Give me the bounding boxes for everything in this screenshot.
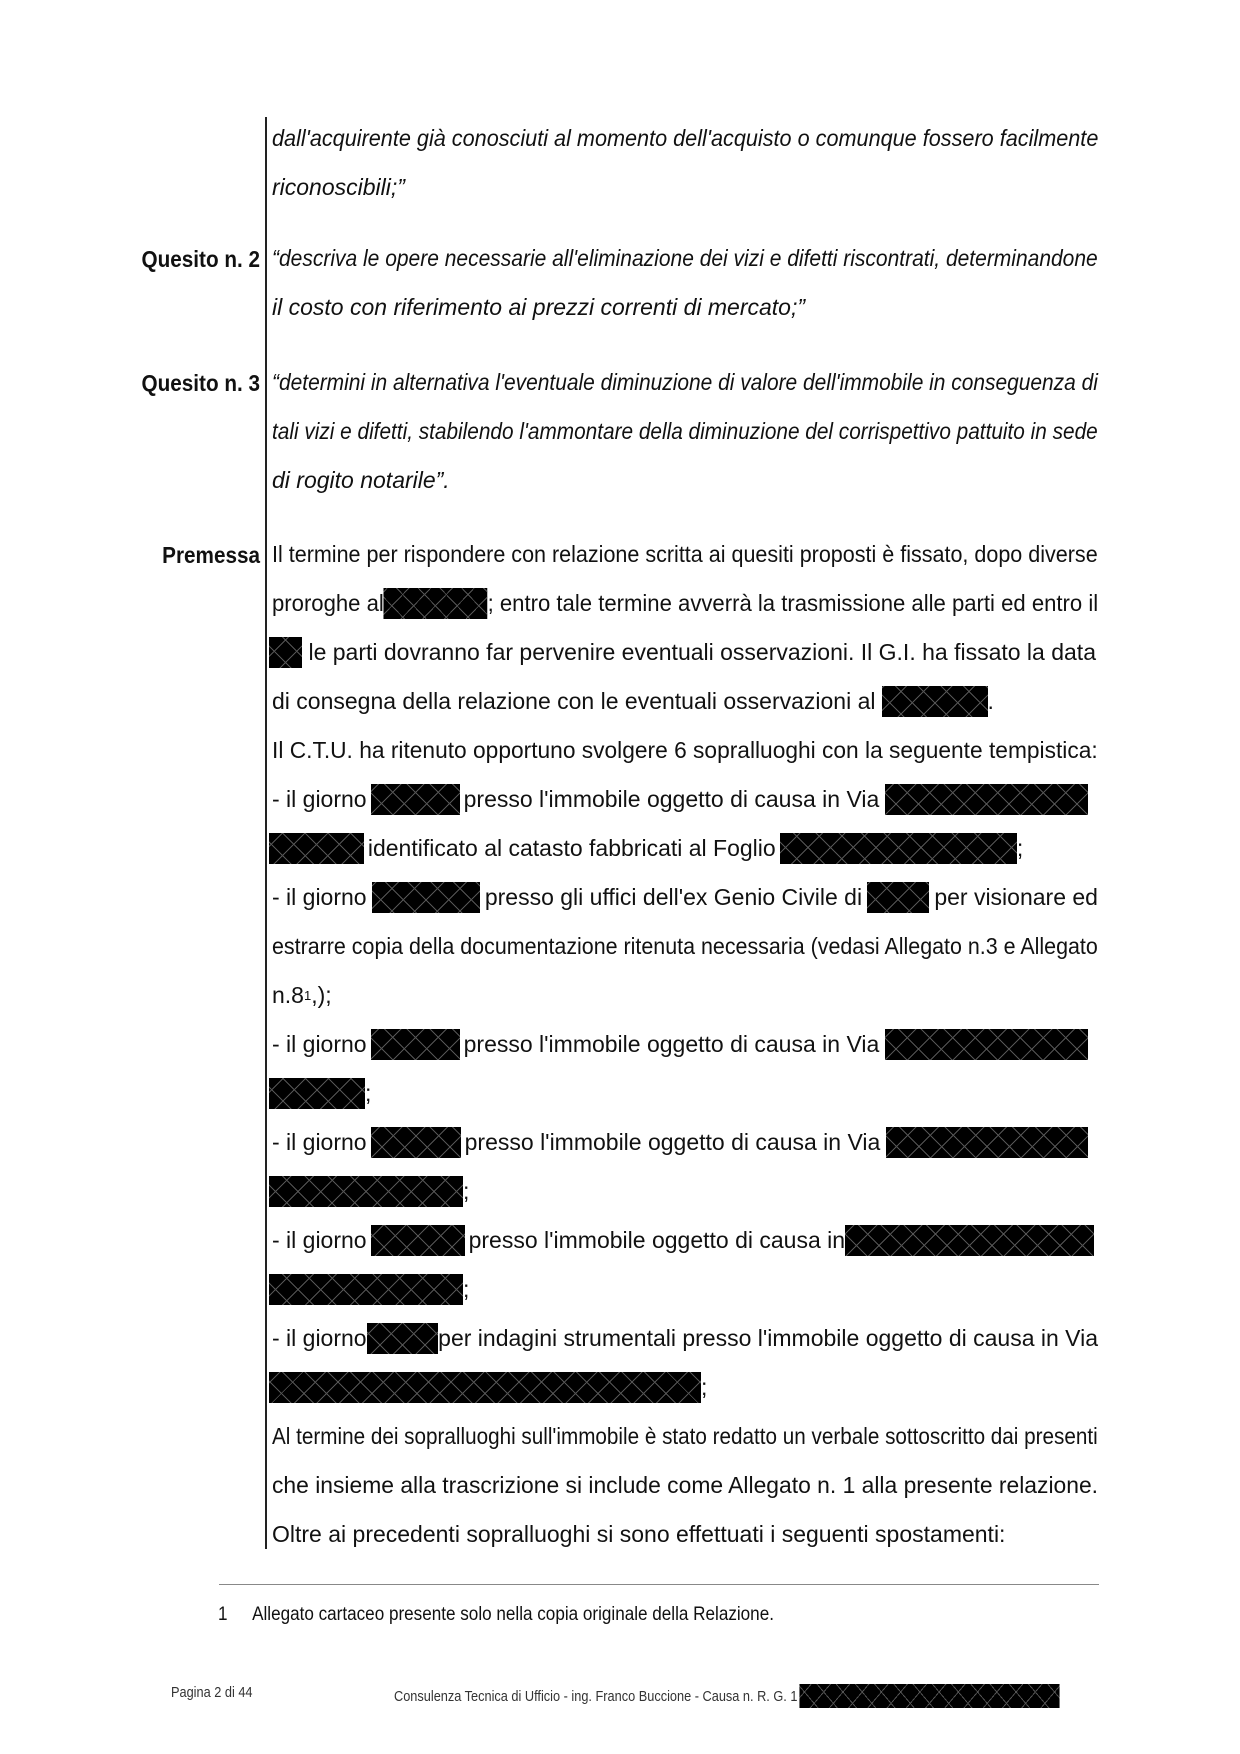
text-line: estrarre copia della documentazione ritenuta necessaria (vedasi Allegato n.3 e Allegato bbox=[272, 933, 1098, 959]
text-line: ; bbox=[269, 1069, 375, 1118]
redaction-block bbox=[371, 1225, 465, 1256]
text-line: di consegna della relazione con le eventuali osservazioni al . bbox=[272, 677, 994, 726]
redaction-block bbox=[885, 1029, 1088, 1060]
redaction-block bbox=[371, 1127, 461, 1158]
redaction-block bbox=[269, 1078, 365, 1109]
text-line: riconoscibili;” bbox=[272, 174, 405, 200]
redaction-block bbox=[384, 588, 488, 619]
redaction-block bbox=[372, 882, 480, 913]
redaction-block bbox=[882, 686, 988, 717]
redaction-block bbox=[269, 1274, 463, 1305]
text-line: n.8 1 ,); bbox=[272, 982, 332, 1008]
redaction-block bbox=[886, 1127, 1088, 1158]
text-line: - il giorno presso gli uffici dell'ex Genio Civile di per visionare ed bbox=[272, 873, 1098, 922]
footer-page-number: Pagina 2 di 44 bbox=[171, 1684, 253, 1701]
quesito-3-text bbox=[272, 358, 1098, 505]
text-line: - il giorno presso l'immobile oggetto di causa in Via bbox=[272, 1020, 1088, 1069]
redaction-block bbox=[867, 882, 929, 913]
text-line: dall'acquirente già conosciuti al momento dell'acquisto o comunque fossero facilmente bbox=[272, 125, 1099, 151]
redaction-block bbox=[269, 637, 302, 668]
redaction-block bbox=[885, 784, 1088, 815]
text-line: - il giorno presso l'immobile oggetto di causa in bbox=[272, 1216, 1094, 1265]
text-line: le parti dovranno far pervenire eventuali osservazioni. Il G.I. ha fissato la data bbox=[269, 628, 1096, 677]
margin-rule bbox=[265, 117, 267, 1549]
quesito-2-text bbox=[272, 234, 1098, 332]
footer-title: Consulenza Tecnica di Ufficio - ing. Franco Buccione - Causa n. R. G. 1 bbox=[394, 1684, 1059, 1708]
text-line: che insieme alla trascrizione si include come Allegato n. 1 alla presente relazione. bbox=[272, 1472, 1099, 1498]
text-line: - il giorno presso l'immobile oggetto di causa in Via bbox=[272, 1118, 1088, 1167]
text-line: - il giorno per indagini strumentali presso l'immobile oggetto di causa in Via bbox=[272, 1314, 1098, 1363]
premessa-text bbox=[272, 530, 1098, 1559]
text-line: “descriva le opere necessarie all'eliminazione dei vizi e difetti riscontrati, determinandone bbox=[272, 245, 1098, 271]
text-line: proroghe al ; entro tale termine avverrà la trasmissione alle parti ed entro il bbox=[272, 579, 1098, 628]
redaction-block bbox=[799, 1684, 1059, 1708]
label-premessa: Premessa bbox=[162, 542, 260, 568]
text-line: ; bbox=[269, 1363, 711, 1412]
redaction-block bbox=[269, 1176, 463, 1207]
redaction-block bbox=[371, 1029, 460, 1060]
redaction-block bbox=[845, 1225, 1094, 1256]
text-line: identificato al catasto fabbricati al Foglio ; bbox=[269, 824, 1023, 873]
footnote-number: 1 bbox=[218, 1604, 228, 1625]
text-line: tali vizi e difetti, stabilendo l'ammontare della diminuzione del corrispettivo pattuito in sede bbox=[272, 418, 1098, 444]
text-line: - il giorno presso l'immobile oggetto di causa in Via bbox=[272, 775, 1088, 824]
text-line: il costo con riferimento ai prezzi correnti di mercato;” bbox=[272, 294, 806, 320]
text-line: ; bbox=[269, 1167, 473, 1216]
redaction-block bbox=[371, 784, 460, 815]
footnote-text: Allegato cartaceo presente solo nella copia originale della Relazione. bbox=[252, 1604, 774, 1625]
redaction-block bbox=[780, 833, 1017, 864]
footnote-rule bbox=[219, 1584, 1099, 1585]
redaction-block bbox=[367, 1323, 439, 1354]
text-line: Oltre ai precedenti sopralluoghi si sono effettuati i seguenti spostamenti: bbox=[272, 1521, 1006, 1547]
text-line: Al termine dei sopralluoghi sull'immobile è stato redatto un verbale sottoscritto dai presenti bbox=[272, 1423, 1098, 1449]
text-line: di rogito notarile”. bbox=[272, 467, 450, 493]
text-line: Il C.T.U. ha ritenuto opportuno svolgere 6 sopralluoghi con la seguente tempistica: bbox=[272, 737, 1098, 763]
label-quesito-3: Quesito n. 3 bbox=[141, 370, 260, 396]
redaction-block bbox=[269, 833, 364, 864]
intro-block bbox=[272, 114, 1098, 212]
redaction-block bbox=[269, 1372, 701, 1403]
text-line: Il termine per rispondere con relazione scritta ai quesiti proposti è fissato, dopo diverse bbox=[272, 541, 1098, 567]
text-line: “determini in alternativa l'eventuale diminuzione di valore dell'immobile in conseguenza di bbox=[272, 369, 1098, 395]
footnote bbox=[218, 1604, 774, 1626]
text-line: ; bbox=[269, 1265, 473, 1314]
label-quesito-2: Quesito n. 2 bbox=[141, 246, 260, 272]
